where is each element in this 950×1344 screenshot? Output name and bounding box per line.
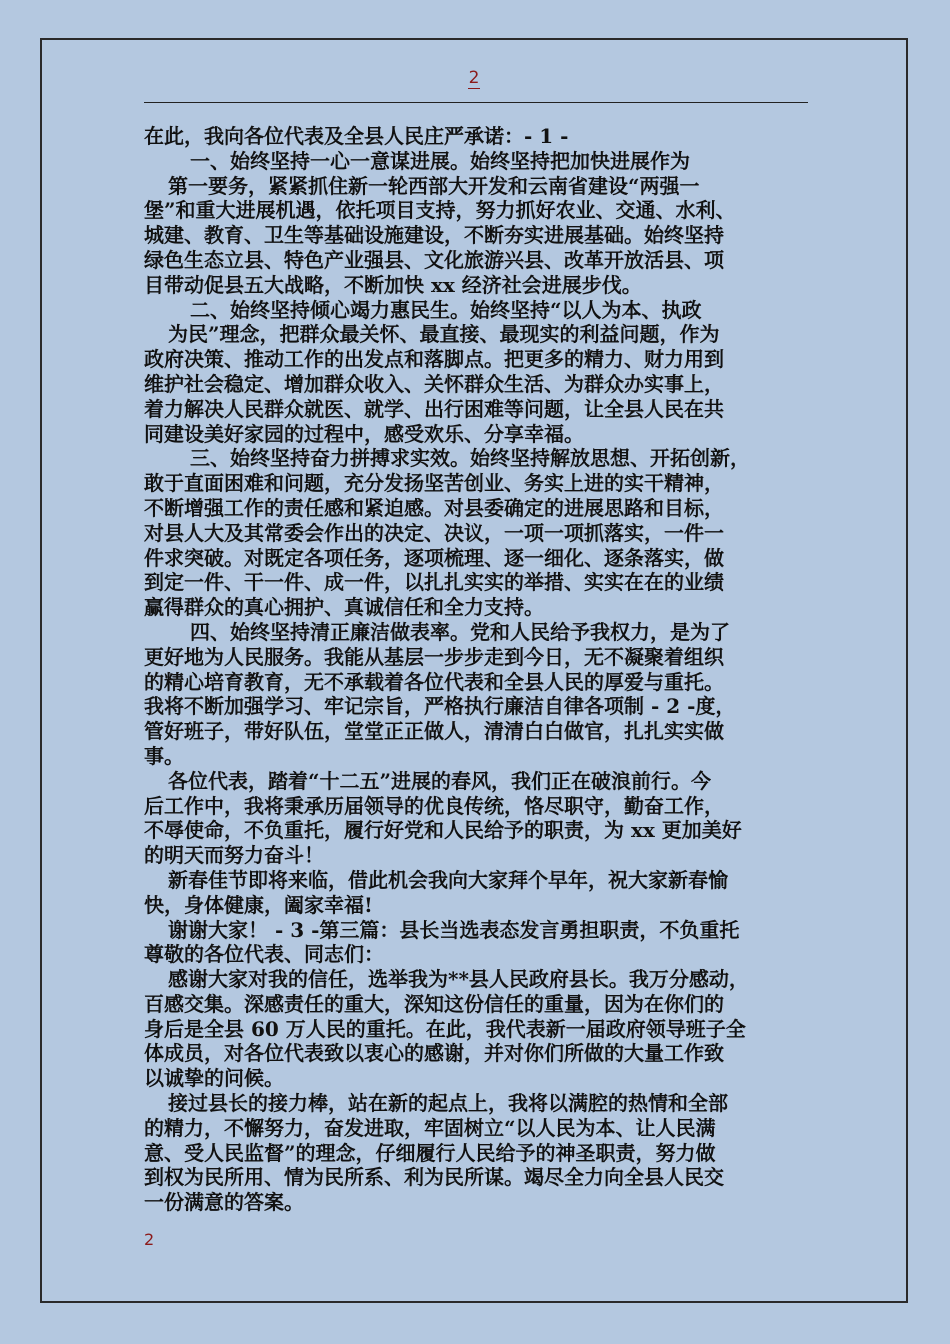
text-line: 的精力，不懈努力，奋发进取，牢固树立“以人民为本、让人民满 [144, 1115, 716, 1140]
text-line: 件求突破。对既定各项任务，逐项梳理、逐一细化、逐条落实，做 [144, 545, 724, 570]
text-line: 的明天而努力奋斗！ [144, 843, 324, 868]
text-line: 到权为民所用、情为民所系、利为民所谋。竭尽全力向全县人民交 [144, 1165, 724, 1190]
text-line: 着力解决人民群众就医、就学、出行困难等问题，让全县人民在共 [144, 396, 724, 421]
text-line: 管好班子，带好队伍，堂堂正正做人，清清白白做官，扎扎实实做 [144, 719, 724, 744]
header-divider [144, 102, 808, 103]
text-line: 为民”理念，把群众最关怀、最直接、最现实的利益问题，作为 [168, 322, 720, 347]
text-line: 各位代表，踏着“十二五”进展的春风，我们正在破浪前行。今 [168, 768, 712, 793]
text-line: 政府决策、推动工作的出发点和落脚点。把更多的精力、财力用到 [144, 347, 724, 372]
text-line: 快，身体健康，阖家幸福! [144, 892, 373, 917]
text-line: 我将不断加强学习、牢记宗旨，严格执行廉洁自律各项制 - 2 -度， [144, 694, 736, 719]
header-page-number [42, 68, 906, 88]
text-line: 接过县长的接力棒，站在新的起点上，我将以满腔的热情和全部 [168, 1091, 728, 1116]
text-line: 不辱使命，不负重托，履行好党和人民给予的职责，为 xx 更加美好 [144, 818, 742, 843]
text-line: 二、始终坚持倾心竭力惠民生。始终坚持“以人为本、执政 [190, 297, 702, 322]
text-line: 新春佳节即将来临，借此机会我向大家拜个早年，祝大家新春愉 [168, 867, 728, 892]
text-line: 在此，我向各位代表及全县人民庄严承诺：- 1 - [144, 124, 569, 148]
text-line: 更好地为人民服务。我能从基层一步步走到今日，无不凝聚着组织 [144, 644, 724, 669]
text-line: 尊敬的各位代表、同志们： [144, 942, 384, 967]
text-line: 不断增强工作的责任感和紧迫感。对县委确定的进展思路和目标， [144, 495, 724, 520]
text-line: 同建设美好家园的过程中，感受欢乐、分享幸福。 [144, 421, 584, 446]
text-line: 谢谢大家！ - 3 -第三篇：县长当选表态发言勇担职责，不负重托 [168, 917, 740, 942]
document-page [40, 38, 908, 1303]
text-line: 一、始终坚持一心一意谋进展。始终坚持把加快进展作为 [190, 148, 690, 173]
text-line: 到定一件、干一件、成一件，以扎扎实实的举措、实实在在的业绩 [144, 570, 724, 595]
text-line: 四、始终坚持清正廉洁做表率。党和人民给予我权力，是为了 [190, 619, 730, 644]
text-line: 对县人大及其常委会作出的决定、决议，一项一项抓落实，一件一 [144, 520, 724, 545]
text-line: 第一要务，紧紧抓住新一轮西部大开发和云南省建设“两强一 [168, 173, 700, 198]
text-line: 一份满意的答案。 [144, 1190, 304, 1215]
text-line: 意、受人民监督”的理念，仔细履行人民给予的神圣职责，努力做 [144, 1140, 716, 1165]
text-line: 城建、教育、卫生等基础设施建设，不断夯实进展基础。始终坚持 [144, 223, 724, 248]
footer-page-number: 2 [144, 1230, 155, 1249]
text-line: 目带动促县五大战略，不断加快 xx 经济社会进展步伐。 [144, 272, 642, 297]
text-line: 以诚挚的问候。 [144, 1066, 284, 1091]
text-line: 维护社会稳定、增加群众收入、关怀群众生活、为群众办实事上， [144, 371, 724, 396]
document-body [144, 124, 824, 1215]
text-line: 百感交集。深感责任的重大，深知这份信任的重量，因为在你们的 [144, 991, 724, 1016]
header-page-number-text: 2 [468, 68, 480, 88]
text-line: 绿色生态立县、特色产业强县、文化旅游兴县、改革开放活县、项 [144, 247, 724, 272]
text-line: 堡”和重大进展机遇，依托项目支持，努力抓好农业、交通、水利、 [144, 198, 736, 223]
text-line: 体成员，对各位代表致以衷心的感谢，并对你们所做的大量工作致 [144, 1041, 724, 1066]
text-line: 身后是全县 60 万人民的重托。在此，我代表新一届政府领导班子全 [144, 1016, 746, 1041]
text-line: 敢于直面困难和问题，充分发扬坚苦创业、务实上进的实干精神， [144, 471, 724, 496]
text-line: 的精心培育教育，无不承载着各位代表和全县人民的厚爱与重托。 [144, 669, 724, 694]
text-line: 感谢大家对我的信任，选举我为**县人民政府县长。我万分感动， [168, 967, 749, 992]
text-line: 赢得群众的真心拥护、真诚信任和全力支持。 [144, 595, 544, 620]
text-line: 事。 [144, 743, 184, 768]
text-line: 后工作中，我将秉承历届领导的优良传统，恪尽职守，勤奋工作， [144, 793, 724, 818]
text-line: 三、始终坚持奋力拼搏求实效。始终坚持解放思想、开拓创新， [190, 446, 750, 471]
